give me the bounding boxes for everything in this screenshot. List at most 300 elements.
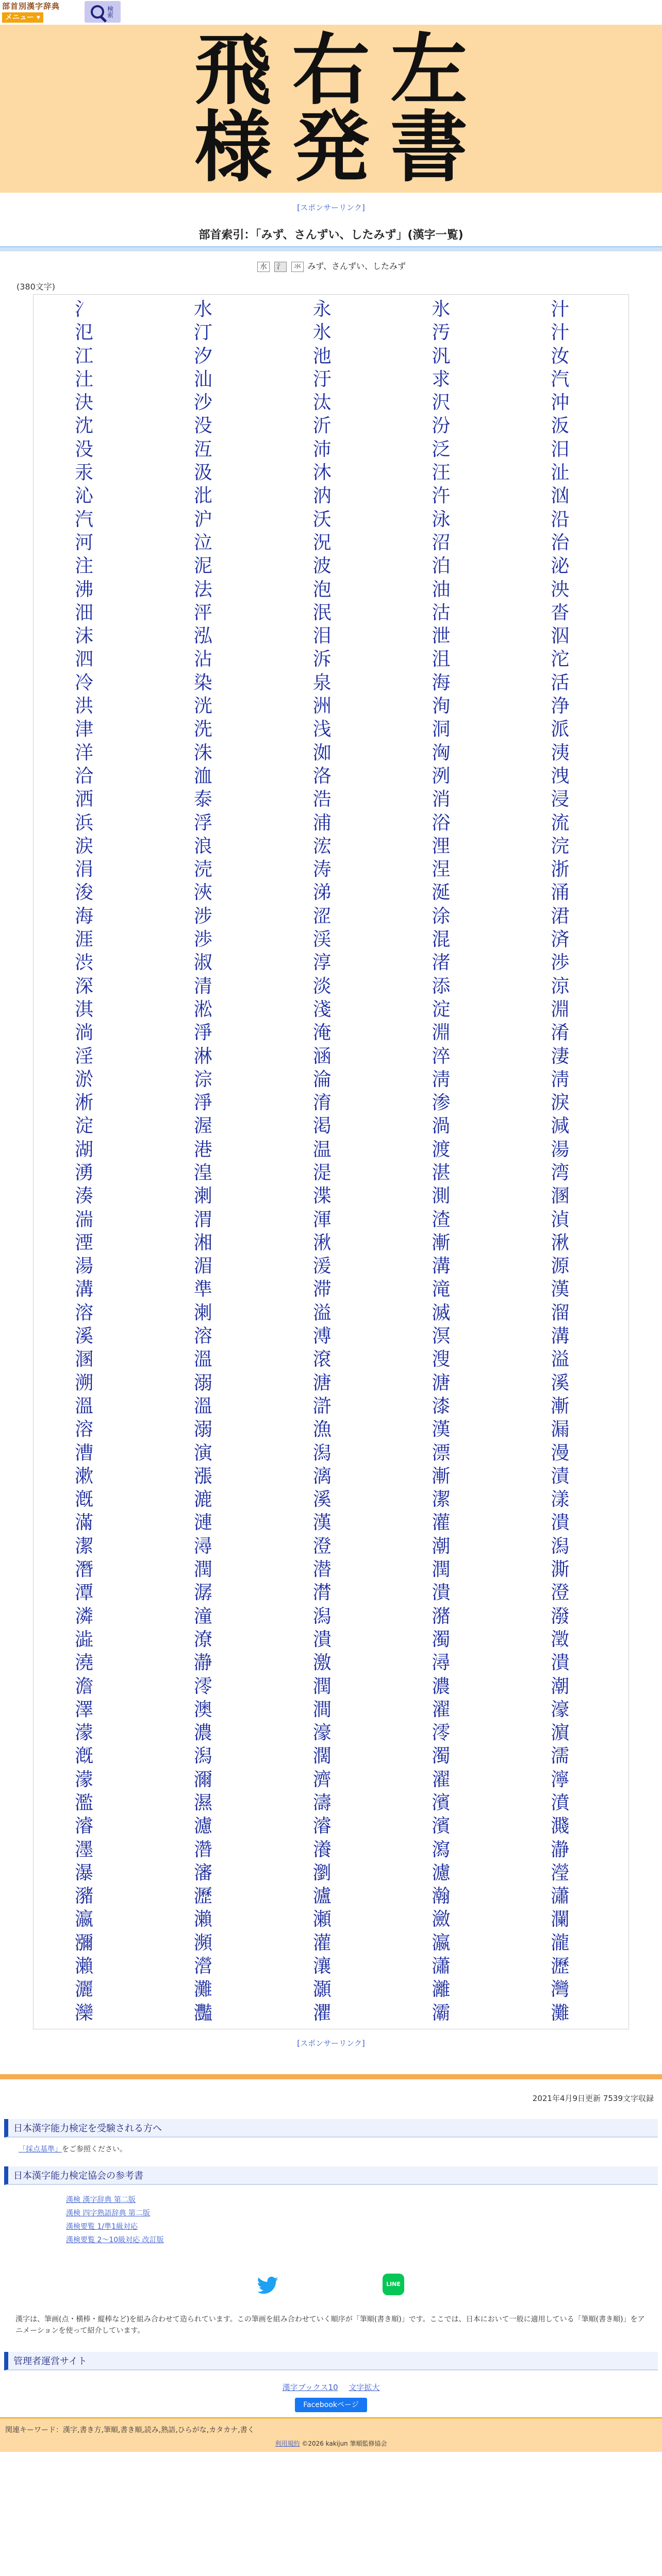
kanji-link[interactable]: 瀦 [75,1886,94,1907]
kanji-link[interactable]: 汢 [75,368,94,390]
kanji-link[interactable]: 漑 [75,1489,94,1511]
kanji-link[interactable]: 渚 [432,952,451,974]
kanji-link[interactable]: 潰 [551,1512,570,1534]
kanji-link[interactable]: 濯 [432,1699,451,1720]
kanji-link[interactable]: 濆 [551,1792,570,1814]
kanji-link[interactable]: 漑 [75,1745,94,1767]
kanji-link[interactable]: 淫 [75,1045,94,1067]
kanji-link[interactable]: 渦 [432,1115,451,1137]
kanji-link[interactable]: 澌 [551,1559,570,1581]
kanji-link[interactable]: 瀨 [75,1956,94,1977]
kanji-link[interactable]: 潾 [75,1605,94,1627]
kanji-link[interactable]: 涵 [312,1045,332,1067]
kanji-link[interactable]: 淚 [551,1092,570,1114]
kanji-link[interactable]: 沿 [551,509,570,530]
kanji-link[interactable]: 泪 [312,625,332,647]
kanji-link[interactable]: 淵 [432,1022,451,1044]
radical-box-shitamizu[interactable]: 氺 [291,262,304,272]
kanji-link[interactable]: 瀉 [432,1839,451,1860]
kanji-link[interactable]: 溺 [193,1419,212,1440]
kanji-link[interactable]: 洟 [551,742,570,764]
kanji-link[interactable]: 涓 [75,859,94,880]
kanji-link[interactable]: 浣 [551,835,570,857]
kanji-link[interactable]: 漫 [551,1442,570,1464]
kanji-link[interactable]: 濱 [432,1816,451,1837]
kanji-link[interactable]: 濕 [193,1792,212,1814]
kanji-link[interactable]: 潼 [193,1605,212,1627]
kanji-link[interactable]: 灈 [312,2002,332,2024]
kanji-link[interactable]: 漢 [432,1419,451,1440]
kanji-link[interactable]: 瀝 [551,1956,570,1977]
kanji-link[interactable]: 没 [75,438,94,460]
kanji-link[interactable]: 瀏 [312,1862,332,1884]
kanji-link[interactable]: 瀘 [312,1886,332,1907]
kanji-link[interactable]: 澄 [551,1582,570,1604]
kanji-link[interactable]: 渫 [312,1185,332,1207]
kanji-link[interactable]: 沸 [75,579,94,600]
kanji-link[interactable]: 温 [312,1139,332,1160]
kanji-link[interactable]: 淸 [432,1069,451,1090]
kanji-link[interactable]: 瀧 [551,1932,570,1954]
kanji-link[interactable]: 洽 [75,765,94,787]
kanji-link[interactable]: 潤 [312,1675,332,1697]
kanji-link[interactable]: 滸 [312,1395,332,1417]
kanji-link[interactable]: 濡 [551,1745,570,1767]
kanji-link[interactable]: 瀁 [312,1839,332,1860]
kanji-link[interactable]: 池 [312,345,332,367]
kanji-link[interactable]: 湯 [551,1139,570,1160]
kanji-link[interactable]: 瀟 [551,1886,570,1907]
kanji-link[interactable]: 溂 [193,1185,212,1207]
kanji-link[interactable]: 潟 [312,1605,332,1627]
kanji-link[interactable]: 法 [193,579,212,600]
kanji-link[interactable]: 浅 [312,719,332,740]
kanji-link[interactable]: 涉 [193,905,212,927]
kanji-link[interactable]: 澪 [193,1675,212,1697]
kanji-link[interactable]: 淞 [193,998,212,1020]
kanji-link[interactable]: 汁 [551,322,570,344]
kanji-link[interactable]: 潮 [432,1535,451,1557]
kanji-link[interactable]: 沘 [193,485,212,507]
kanji-link[interactable]: 瀅 [551,1862,570,1884]
kanji-link[interactable]: 浜 [75,812,94,834]
kanji-link[interactable]: 濯 [432,1769,451,1790]
kanji-link[interactable]: 沛 [312,438,332,460]
kanji-link[interactable]: 淒 [551,1045,570,1067]
kanji-link[interactable]: 添 [432,975,451,997]
kanji-link[interactable]: 濛 [75,1722,94,1744]
kanji-link[interactable]: 汰 [312,392,332,414]
kanji-link[interactable]: 湞 [551,1209,570,1230]
site-logo[interactable] [2,1,67,24]
kanji-link[interactable]: 渇 [312,1115,332,1137]
kanji-link[interactable]: 浦 [312,812,332,834]
kanji-link[interactable]: 溝 [551,1326,570,1347]
kanji-link[interactable]: 準 [193,1279,212,1300]
kanji-link[interactable]: 淇 [75,998,94,1020]
kanji-link[interactable]: 汝 [551,345,570,367]
kanji-link[interactable]: 溶 [193,1326,212,1347]
admin-link-zoom[interactable]: 文字拡大 [349,2382,380,2392]
kanji-link[interactable]: 漉 [193,1489,212,1511]
kanji-link[interactable]: 漾 [551,1489,570,1511]
kanji-link[interactable]: 河 [75,532,94,553]
kanji-link[interactable]: 溶 [75,1419,94,1440]
kanji-link[interactable]: 涌 [551,882,570,904]
kanji-link[interactable]: 泓 [193,625,212,647]
kanji-link[interactable]: 潟 [551,1535,570,1557]
kanji-link[interactable]: 瀛 [432,1932,451,1954]
kanji-link[interactable]: 濘 [551,1769,570,1790]
reference-book-link[interactable]: 漢検要覧 1/準1級対応 [66,2222,138,2231]
kanji-link[interactable]: 潟 [312,1442,332,1464]
kanji-link[interactable]: 涅 [432,859,451,880]
kanji-link[interactable]: 潰 [551,1652,570,1674]
kanji-link[interactable]: 淬 [432,1045,451,1067]
kanji-link[interactable]: 湟 [193,1162,212,1183]
kanji-link[interactable]: 潟 [193,1745,212,1767]
kanji-link[interactable]: 渡 [432,1139,451,1160]
kanji-link[interactable]: 漢 [312,1512,332,1534]
kanji-link[interactable]: 淨 [193,1022,212,1044]
kanji-link[interactable]: 泛 [432,438,451,460]
kanji-link[interactable]: 滞 [312,1279,332,1300]
kanji-link[interactable]: 潛 [75,1559,94,1581]
kanji-link[interactable]: 漬 [551,1465,570,1487]
kanji-link[interactable]: 灘 [551,2002,570,2024]
kanji-link[interactable]: 潔 [75,1535,94,1557]
terms-link[interactable]: 利用規約 [275,2439,300,2447]
kanji-link[interactable]: 瀛 [75,1909,94,1930]
kanji-link[interactable]: 漸 [432,1232,451,1253]
kanji-link[interactable]: 溯 [75,1372,94,1394]
kanji-link[interactable]: 況 [312,532,332,553]
twitter-icon[interactable] [257,2277,278,2294]
kanji-link[interactable]: 溪 [551,1372,570,1394]
kanji-link[interactable]: 泗 [75,649,94,670]
kanji-link[interactable]: 漢 [551,1279,570,1300]
kanji-link[interactable]: 決 [75,392,94,414]
kanji-link[interactable]: 溲 [432,1349,451,1370]
kanji-link[interactable]: 瀼 [312,1956,332,1977]
kanji-link[interactable]: 溪 [75,1326,94,1347]
kanji-link[interactable]: 澹 [75,1675,94,1697]
menu-button[interactable]: メニュー ▾ [2,12,43,23]
kanji-link[interactable]: 清 [193,975,212,997]
kanji-link[interactable]: 溝 [432,1256,451,1277]
kanji-link[interactable]: 淑 [193,952,212,974]
kanji-link[interactable]: 洲 [312,696,332,717]
kanji-link[interactable]: 潺 [193,1582,212,1604]
kanji-link[interactable]: 泌 [551,555,570,577]
kanji-link[interactable]: 溪 [312,1489,332,1511]
kanji-link[interactable]: 瀯 [193,1956,212,1977]
kanji-link[interactable]: 沁 [75,485,94,507]
kanji-link[interactable]: 淳 [312,952,332,974]
kanji-link[interactable]: 涛 [312,859,332,880]
kanji-link[interactable]: 澂 [551,1629,570,1650]
kanji-link[interactable]: 沽 [432,602,451,623]
kanji-link[interactable]: 浩 [312,789,332,810]
kanji-link[interactable]: 瀰 [75,1932,94,1954]
kanji-link[interactable]: 溷 [551,1185,570,1207]
kanji-link[interactable]: 泱 [551,579,570,600]
kanji-link[interactable]: 濾 [193,1816,212,1837]
kanji-link[interactable]: 泅 [551,625,570,647]
kanji-link[interactable]: 潜 [312,1559,332,1581]
kanji-link[interactable]: 洙 [193,742,212,764]
kanji-link[interactable]: 浤 [312,835,332,857]
kanji-link[interactable]: 汹 [551,485,570,507]
kanji-link[interactable]: 沫 [75,625,94,647]
kanji-link[interactable]: 湛 [432,1162,451,1183]
kanji-link[interactable]: 涯 [75,929,94,951]
kanji-link[interactable]: 沚 [551,462,570,484]
kanji-link[interactable]: 沖 [551,392,570,414]
kanji-link[interactable]: 淙 [193,1069,212,1090]
kanji-link[interactable]: 済 [551,929,570,951]
kanji-link[interactable]: 溏 [432,1372,451,1394]
kanji-link[interactable]: 淌 [75,1022,94,1044]
kanji-link[interactable]: 氵 [75,299,94,320]
kanji-link[interactable]: 涂 [432,905,451,927]
kanji-link[interactable]: 渥 [193,1115,212,1137]
kanji-link[interactable]: 汭 [312,485,332,507]
kanji-link[interactable]: 沢 [432,392,451,414]
kanji-link[interactable]: 灤 [75,2002,94,2024]
kanji-link[interactable]: 漣 [193,1512,212,1534]
kanji-link[interactable]: 溺 [193,1372,212,1394]
kanji-link[interactable]: 溟 [432,1326,451,1347]
kanji-link[interactable]: 汪 [432,462,451,484]
kanji-link[interactable]: 渓 [312,929,332,951]
kanji-link[interactable]: 湖 [75,1139,94,1160]
kanji-link[interactable]: 湄 [193,1256,212,1277]
kanji-link[interactable]: 瀾 [551,1909,570,1930]
kanji-link[interactable]: 波 [312,555,332,577]
kanji-link[interactable]: 涼 [551,975,570,997]
search-button[interactable] [85,1,121,23]
kanji-link[interactable]: 沾 [193,649,212,670]
kanji-link[interactable]: 涜 [193,859,212,880]
kanji-link[interactable]: 灌 [432,1512,451,1534]
kanji-link[interactable]: 涙 [75,835,94,857]
kanji-link[interactable]: 浸 [551,789,570,810]
kanji-link[interactable]: 汲 [193,462,212,484]
reference-book-link[interactable]: 漢検要覧 2〜10級対応 改訂版 [66,2235,164,2244]
kanji-link[interactable]: 派 [551,719,570,740]
kanji-link[interactable]: 消 [432,789,451,810]
kanji-link[interactable]: 澁 [75,1629,94,1650]
kanji-link[interactable]: 瀝 [193,1886,212,1907]
kanji-link[interactable]: 潸 [312,1582,332,1604]
kanji-link[interactable]: 泥 [193,555,212,577]
kanji-link[interactable]: 瀑 [75,1862,94,1884]
kanji-link[interactable]: 瀬 [312,1909,332,1930]
kanji-link[interactable]: 汐 [193,345,212,367]
kanji-link[interactable]: 濛 [75,1769,94,1790]
kanji-link[interactable]: 渣 [432,1209,451,1230]
kanji-link[interactable]: 漓 [312,1465,332,1487]
kanji-link[interactable]: 汙 [312,368,332,390]
kanji-link[interactable]: 溫 [75,1395,94,1417]
kanji-link[interactable]: 沺 [75,602,94,623]
kanji-link[interactable]: 濃 [432,1675,451,1697]
kanji-link[interactable]: 漕 [75,1442,94,1464]
kanji-link[interactable]: 汻 [432,485,451,507]
kanji-link[interactable]: 浄 [551,696,570,717]
kanji-link[interactable]: 江 [75,345,94,367]
kanji-link[interactable]: 漸 [551,1395,570,1417]
kanji-link[interactable]: 沮 [432,649,451,670]
kanji-link[interactable]: 演 [193,1442,212,1464]
kanji-link[interactable]: 溫 [193,1395,212,1417]
kanji-link[interactable]: 汚 [432,322,451,344]
kanji-link[interactable]: 泄 [432,625,451,647]
kanji-link[interactable]: 溢 [551,1349,570,1370]
kanji-link[interactable]: 漲 [193,1465,212,1487]
kanji-link[interactable]: 洩 [551,765,570,787]
kanji-link[interactable]: 潯 [193,1535,212,1557]
kanji-link[interactable]: 澤 [75,1699,94,1720]
kanji-link[interactable]: 沂 [312,415,332,437]
kanji-link[interactable]: 淀 [432,998,451,1020]
kanji-link[interactable]: 洞 [432,719,451,740]
kanji-link[interactable]: 渭 [193,1209,212,1230]
kanji-link[interactable]: 沓 [551,602,570,623]
kanji-link[interactable]: 瀕 [193,1932,212,1954]
facebook-button[interactable]: Facebookページ [295,2398,367,2412]
kanji-link[interactable]: 潴 [432,1605,451,1627]
kanji-link[interactable]: 浙 [551,859,570,880]
kanji-link[interactable]: 潮 [551,1675,570,1697]
kanji-link[interactable]: 澆 [75,1652,94,1674]
kanji-link[interactable]: 漆 [432,1395,451,1417]
kanji-link[interactable]: 沃 [312,509,332,530]
kanji-link[interactable]: 没 [193,415,212,437]
kanji-link[interactable]: 濟 [312,1769,332,1790]
kanji-link[interactable]: 汞 [75,462,94,484]
kanji-link[interactable]: 瀟 [432,1956,451,1977]
kanji-link[interactable]: 滿 [75,1512,94,1534]
kanji-link[interactable]: 潰 [432,1582,451,1604]
kanji-link[interactable]: 渉 [551,952,570,974]
kanji-link[interactable]: 淪 [312,1069,332,1090]
kanji-link[interactable]: 溥 [312,1326,332,1347]
kanji-link[interactable]: 溫 [193,1349,212,1370]
kanji-link[interactable]: 潑 [551,1605,570,1627]
kanji-link[interactable]: 汎 [432,345,451,367]
kanji-link[interactable]: 溂 [193,1302,212,1324]
kanji-link[interactable]: 永 [312,299,332,320]
kanji-link[interactable]: 濬 [75,1816,94,1837]
kanji-link[interactable]: 浬 [432,835,451,857]
kanji-link[interactable]: 滝 [432,1279,451,1300]
kanji-link[interactable]: 濁 [432,1629,451,1650]
kanji-link[interactable]: 渾 [312,1209,332,1230]
kanji-link[interactable]: 灩 [193,2002,212,2024]
kanji-link[interactable]: 淸 [551,1069,570,1090]
kanji-link[interactable]: 汨 [551,438,570,460]
kanji-link[interactable]: 濱 [432,1792,451,1814]
kanji-link[interactable]: 泰 [193,789,212,810]
kanji-link[interactable]: 湜 [312,1162,332,1183]
kanji-link[interactable]: 沼 [432,532,451,553]
kanji-link[interactable]: 湊 [75,1185,94,1207]
kanji-link[interactable]: 澗 [312,1699,332,1720]
kanji-link[interactable]: 測 [432,1185,451,1207]
kanji-link[interactable]: 濳 [193,1839,212,1860]
kanji-link[interactable]: 浚 [75,882,94,904]
radical-box-mizu[interactable]: 水 [257,262,270,272]
kanji-link[interactable]: 淺 [312,998,332,1020]
kanji-link[interactable]: 淤 [75,1069,94,1090]
kanji-link[interactable]: 淆 [551,1022,570,1044]
kanji-link[interactable]: 淋 [193,1045,212,1067]
kanji-link[interactable]: 濤 [312,1792,332,1814]
kanji-link[interactable]: 混 [432,929,451,951]
kanji-link[interactable]: 港 [193,1139,212,1160]
kanji-link[interactable]: 涕 [312,882,332,904]
kanji-link[interactable]: 浴 [432,812,451,834]
kanji-link[interactable]: 澳 [193,1699,212,1720]
kanji-link[interactable]: 激 [312,1652,332,1674]
kanji-link[interactable]: 灕 [432,1979,451,2001]
kanji-link[interactable]: 汽 [551,368,570,390]
kanji-link[interactable]: 澄 [312,1535,332,1557]
kanji-link[interactable]: 泣 [193,532,212,553]
kanji-link[interactable]: 潦 [193,1629,212,1650]
kanji-link[interactable]: 瀲 [432,1909,451,1930]
kanji-link[interactable]: 濫 [75,1792,94,1814]
kanji-link[interactable]: 渉 [193,929,212,951]
kanji-link[interactable]: 灑 [75,1979,94,2001]
kanji-link[interactable]: 汽 [75,509,94,530]
kanji-link[interactable]: 深 [75,975,94,997]
kanji-link[interactable]: 沱 [551,649,570,670]
kanji-link[interactable]: 濾 [432,1862,451,1884]
kanji-link[interactable]: 浮 [193,812,212,834]
kanji-link[interactable]: 淯 [312,1092,332,1114]
kanji-link[interactable]: 湘 [193,1232,212,1253]
kanji-link[interactable]: 潤 [432,1559,451,1581]
kanji-link[interactable]: 湍 [75,1209,94,1230]
kanji-link[interactable]: 海 [432,672,451,693]
kanji-link[interactable]: 泝 [312,649,332,670]
kanji-link[interactable]: 灝 [312,1979,332,2001]
kanji-link[interactable]: 洗 [193,719,212,740]
kanji-link[interactable]: 洛 [312,765,332,787]
kanji-link[interactable]: 漁 [312,1419,332,1440]
kanji-link[interactable]: 灘 [193,1979,212,2001]
kanji-link[interactable]: 涒 [551,905,570,927]
kanji-link[interactable]: 瀨 [193,1909,212,1930]
scoring-criteria-link[interactable]: 「採点基準」 [19,2145,62,2154]
kanji-link[interactable]: 淨 [193,1092,212,1114]
kanji-link[interactable]: 澪 [432,1722,451,1744]
kanji-link[interactable]: 浪 [193,835,212,857]
kanji-link[interactable]: 泙 [193,602,212,623]
kanji-link[interactable]: 漱 [75,1465,94,1487]
kanji-link[interactable]: 湾 [551,1162,570,1183]
kanji-link[interactable]: 滅 [432,1302,451,1324]
kanji-link[interactable]: 瀚 [432,1886,451,1907]
kanji-link[interactable]: 濠 [551,1699,570,1720]
kanji-link[interactable]: 湲 [312,1256,332,1277]
kanji-link[interactable]: 沈 [75,415,94,437]
kanji-link[interactable]: 濬 [312,1816,332,1837]
kanji-link[interactable]: 水 [193,299,212,320]
